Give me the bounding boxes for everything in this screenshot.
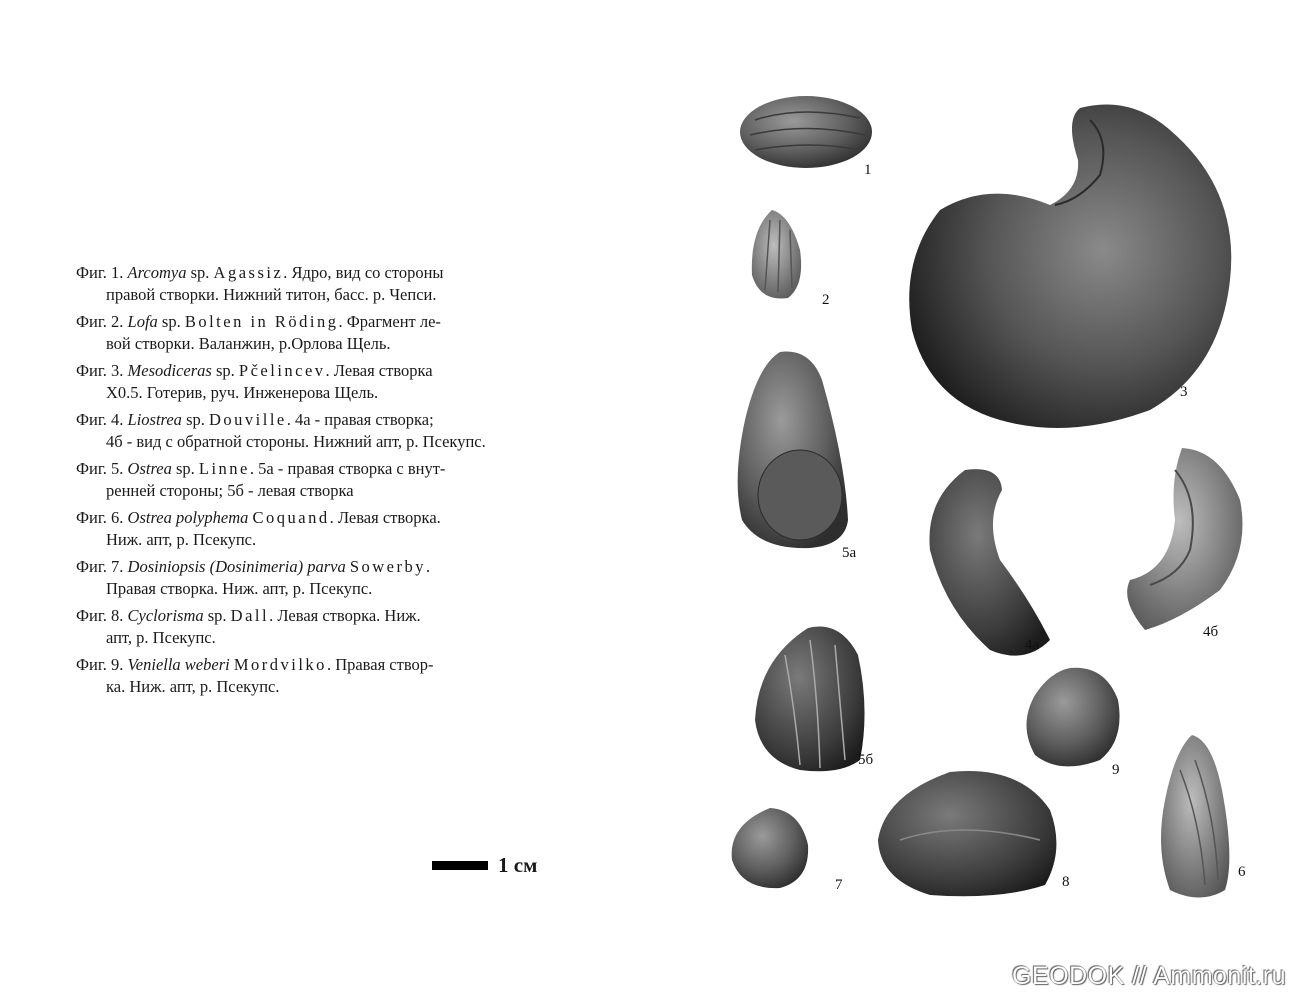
caption-line2: Х0.5. Готерив, руч. Инженерова Щель. [106, 383, 379, 402]
specimen-5b [755, 627, 865, 772]
scale-bar-label: 1 см [498, 853, 538, 877]
caption-line2: апт, р. Псекупс. [106, 628, 216, 647]
caption-text: . 4а - правая створка; [286, 410, 434, 429]
specimen-3 [909, 104, 1231, 428]
caption-text: . 5а - правая створка с внут- [249, 459, 446, 478]
specimen-7 [732, 808, 808, 888]
caption-text: . [426, 557, 431, 576]
caption-prefix: Фиг. 1. [76, 263, 124, 282]
caption-author: Pčelincev [238, 361, 326, 380]
caption-text: sp. [207, 606, 227, 625]
caption-line2: Ниж. апт, р. Псекупс. [106, 530, 257, 549]
caption-fig-4 [76, 409, 546, 453]
caption-fig-3 [76, 360, 546, 404]
caption-author: Coquand [252, 508, 330, 527]
figure-label: 2 [822, 292, 830, 308]
caption-author: Dall [230, 606, 270, 625]
caption-prefix: Фиг. 3. [76, 361, 124, 380]
fossil-plate [700, 80, 1280, 910]
caption-line2: вой створки. Валанжин, р.Орлова Щель. [106, 334, 391, 353]
figure-label: 3 [1180, 384, 1188, 400]
caption-text: . Фрагмент ле- [338, 312, 441, 331]
caption-line2: Правая створка. Ниж. апт, р. Псекупс. [106, 579, 373, 598]
figure-label: 7 [835, 877, 843, 893]
figure-captions [76, 262, 546, 703]
caption-prefix: Фиг. 4. [76, 410, 124, 429]
caption-text: . Левая створка. Ниж. [269, 606, 421, 625]
caption-taxon: Arcomya [127, 263, 187, 282]
caption-text: . Ядро, вид со стороны [283, 263, 444, 282]
caption-prefix: Фиг. 5. [76, 459, 124, 478]
caption-prefix: Фиг. 7. [76, 557, 124, 576]
specimen-4a [929, 469, 1050, 655]
caption-taxon: Veniella weberi [127, 655, 230, 674]
scale-bar-line [432, 861, 488, 870]
caption-text: sp. [190, 263, 210, 282]
caption-text: sp. [186, 410, 205, 429]
site-watermark: GEODOK // Ammonit.ru [1012, 962, 1286, 990]
caption-author: Bolten in Röding [184, 312, 339, 331]
caption-text: . Левая створка [325, 361, 433, 380]
figure-label: 4б [1203, 624, 1219, 640]
caption-line2: ренней стороны; 5б - левая створка [106, 481, 354, 500]
specimen-9 [1027, 668, 1120, 767]
caption-fig-9 [76, 654, 546, 698]
fossil-specimens [700, 80, 1280, 910]
scale-bar [432, 853, 537, 878]
caption-taxon: Ostrea [127, 459, 172, 478]
caption-text: . Правая створ- [326, 655, 434, 674]
caption-taxon: Liostrea [127, 410, 182, 429]
caption-prefix: Фиг. 2. [76, 312, 124, 331]
caption-prefix: Фиг. 8. [76, 606, 124, 625]
caption-fig-7 [76, 556, 546, 600]
caption-fig-2 [76, 311, 546, 355]
figure-label: 5б [858, 752, 874, 768]
specimen-4b [1127, 448, 1242, 630]
caption-fig-8 [76, 605, 546, 649]
caption-taxon: Mesodiceras [127, 361, 212, 380]
caption-taxon: Ostrea polyphema [127, 508, 249, 527]
figure-label: 5а [842, 545, 857, 561]
caption-line2: 4б - вид с обратной стороны. Нижний апт, р. Псекупс. [106, 432, 486, 451]
caption-prefix: Фиг. 9. [76, 655, 124, 674]
caption-line2: правой створки. Нижний титон, басс. р. Чепси. [106, 285, 437, 304]
specimen-2 [752, 210, 801, 299]
specimen-8 [878, 771, 1056, 896]
figure-label: 6 [1238, 864, 1246, 880]
caption-taxon: Cyclorisma [127, 606, 204, 625]
caption-author: Mordvilko [233, 655, 327, 674]
caption-fig-6 [76, 507, 546, 551]
figure-label: 9 [1112, 762, 1120, 778]
figure-label: 8 [1062, 874, 1070, 890]
caption-text: . Левая створка. [329, 508, 441, 527]
caption-fig-1 [76, 262, 546, 306]
caption-taxon: Lofa [127, 312, 158, 331]
caption-author: Linne [198, 459, 250, 478]
caption-line2: ка. Ниж. апт, р. Псекупс. [106, 677, 280, 696]
figure-label: 4а [1025, 637, 1040, 653]
caption-taxon: Dosiniopsis (Dosinimeria) parva [127, 557, 346, 576]
caption-text: sp. [215, 361, 235, 380]
figure-label: 1 [864, 162, 872, 178]
caption-author: Agassiz [213, 263, 284, 282]
caption-text: sp. [161, 312, 181, 331]
caption-author: Douville [208, 410, 287, 429]
caption-text: sp. [175, 459, 195, 478]
caption-prefix: Фиг. 6. [76, 508, 124, 527]
caption-fig-5 [76, 458, 546, 502]
caption-author: Sowerby [349, 557, 426, 576]
